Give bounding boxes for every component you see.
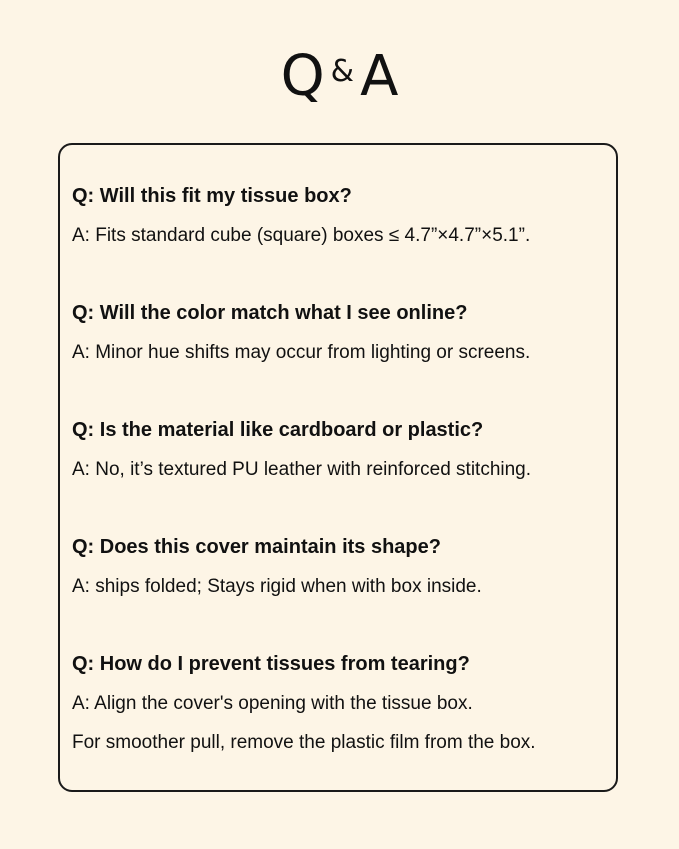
qa-item-fit — [72, 183, 612, 249]
answer-text: A: Minor hue shifts may occur from lighting or screens. — [72, 342, 531, 363]
answer-extra-text: For smoother pull, remove the plastic film from the box. — [72, 732, 536, 753]
question-text: Q: How do I prevent tissues from tearing? — [72, 653, 470, 675]
question-text: Q: Will the color match what I see online? — [72, 302, 468, 324]
qa-item-material — [72, 417, 612, 483]
question-text: Q: Does this cover maintain its shape? — [72, 536, 441, 558]
qa-item-tearing — [72, 651, 612, 756]
question-text: Q: Will this fit my tissue box? — [72, 185, 352, 207]
answer-text: A: ships folded; Stays rigid when with box inside. — [72, 576, 482, 597]
title-a: A — [360, 44, 399, 109]
qa-card — [58, 143, 618, 792]
answer-text: A: Align the cover's opening with the tissue box. — [72, 693, 473, 714]
answer-text: A: Fits standard cube (square) boxes ≤ 4.7”×4.7”×5.1”. — [72, 225, 531, 246]
question-text: Q: Is the material like cardboard or plastic? — [72, 419, 484, 441]
answer-text: A: No, it’s textured PU leather with reinforced stitching. — [72, 459, 532, 480]
qa-item-color — [72, 300, 612, 366]
title-ampersand: & — [330, 54, 355, 89]
title-q: Q — [280, 44, 325, 109]
qa-item-shape — [72, 534, 612, 600]
page-title — [0, 44, 679, 109]
